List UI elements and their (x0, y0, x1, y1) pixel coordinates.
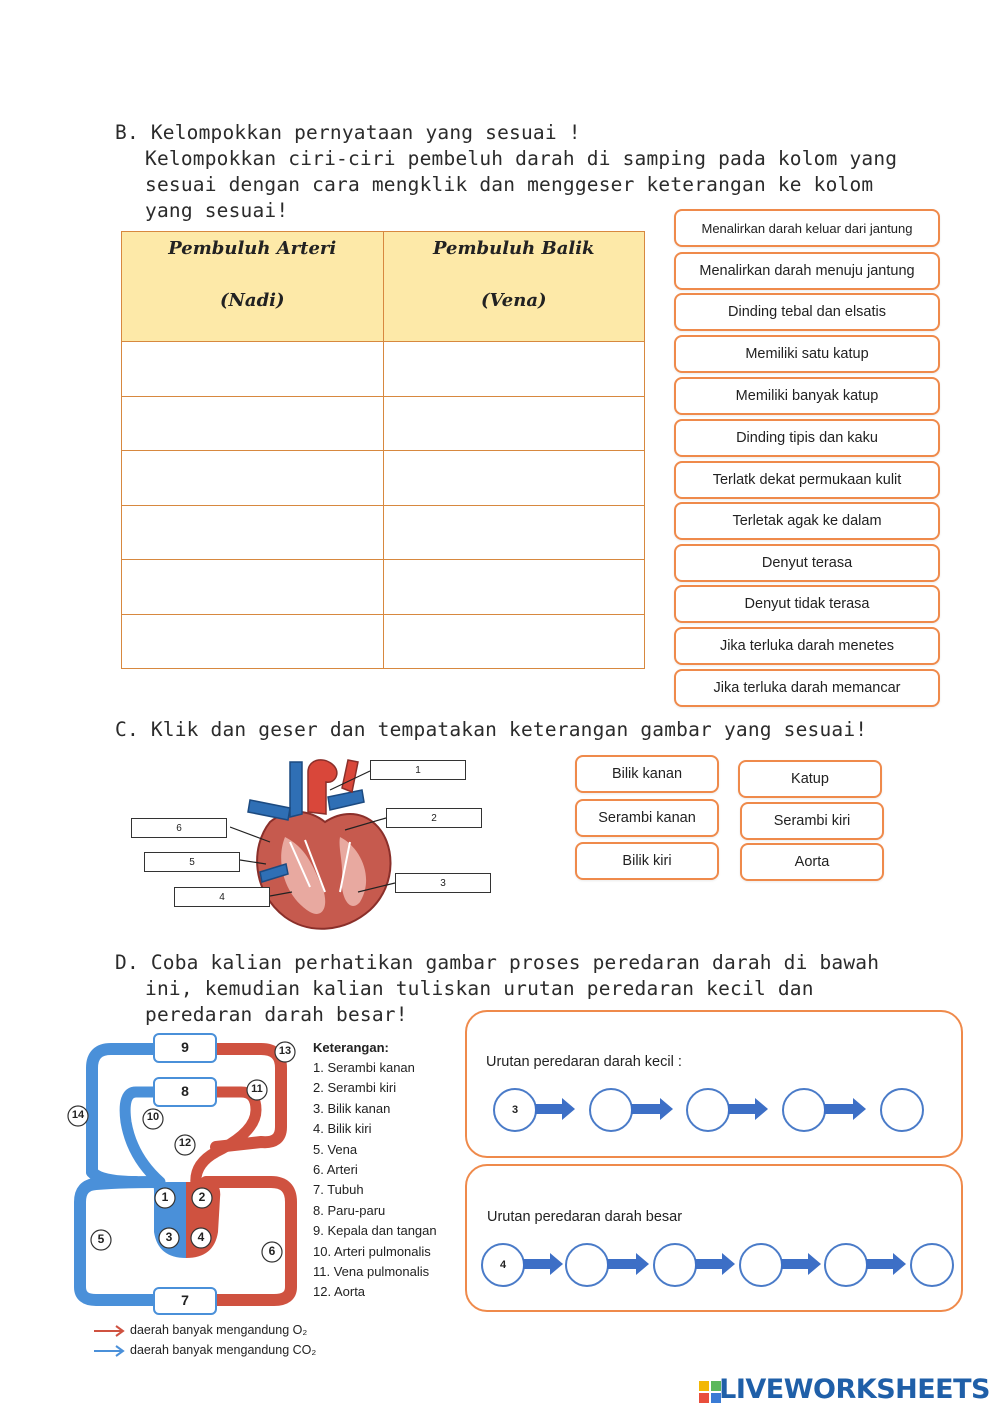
small-circulation-panel (465, 1010, 963, 1158)
drop-cell-vena[interactable] (383, 560, 645, 615)
drag-chip[interactable]: Terlatk dekat permukaan kulit (674, 461, 940, 499)
big-circulation-title: Urutan peredaran darah besar (487, 1209, 683, 1225)
diagram-num-11: 11 (251, 1083, 263, 1095)
vena-subtitle: (Vena) (480, 290, 547, 311)
drag-chip[interactable]: Terletak agak ke dalam (674, 502, 940, 540)
drag-chip[interactable]: Denyut terasa (674, 544, 940, 582)
legend-item: 3. Bilik kanan (313, 1101, 391, 1116)
drag-chip[interactable]: Jika terluka darah memancar (674, 669, 940, 707)
small-order-slot-1: 3 (493, 1088, 537, 1132)
column-header-vena (383, 232, 645, 342)
diagram-num-9: 9 (181, 1039, 189, 1055)
drag-chip[interactable]: Bilik kiri (575, 842, 719, 880)
section-c-heading: C. Klik dan geser dan tempatakan keterangan gambar yang sesuai! (115, 718, 868, 741)
arteri-subtitle: (Nadi) (219, 290, 285, 311)
big-order-slot[interactable] (565, 1243, 609, 1287)
drag-chip[interactable]: Jika terluka darah menetes (674, 627, 940, 665)
drag-chip[interactable]: Menalirkan darah menuju jantung (674, 252, 940, 290)
drop-cell-arteri[interactable] (122, 614, 384, 669)
big-circulation-panel (465, 1164, 963, 1312)
section-b-heading: B. Kelompokkan pernyataan yang sesuai ! (115, 121, 581, 144)
flow-arrow (631, 1104, 661, 1114)
drag-chip[interactable]: Dinding tebal dan elsatis (674, 293, 940, 331)
drag-chip[interactable]: Denyut tidak terasa (674, 585, 940, 623)
heart-label-box-4[interactable]: 4 (174, 887, 270, 907)
small-circulation-title: Urutan peredaran darah kecil : (486, 1054, 682, 1070)
legend-item: 12. Aorta (313, 1284, 366, 1299)
section-b-instruction-3: yang sesuai! (145, 199, 289, 222)
flow-arrow (523, 1259, 551, 1269)
diagram-num-10: 10 (146, 1111, 160, 1123)
legend-item: 11. Vena pulmonalis (313, 1264, 430, 1279)
drop-cell-vena[interactable] (383, 396, 645, 451)
heart-label-box-6[interactable]: 6 (131, 818, 227, 838)
drag-chip[interactable]: Serambi kanan (575, 799, 719, 837)
drag-chip[interactable]: Memiliki satu katup (674, 335, 940, 373)
small-order-slot[interactable] (782, 1088, 826, 1132)
big-order-slot[interactable] (653, 1243, 697, 1287)
section-d-instruction-3: peredaran darah besar! (145, 1003, 408, 1026)
key-o2-label: daerah banyak mengandung O₂ (130, 1323, 308, 1337)
drop-cell-arteri[interactable] (122, 342, 384, 397)
heart-label-box-2[interactable]: 2 (386, 808, 482, 828)
section-d-instruction-2: ini, kemudian kalian tuliskan urutan peredaran kecil dan (145, 977, 814, 1000)
diagram-num-7: 7 (181, 1292, 189, 1308)
flow-arrow (535, 1104, 563, 1114)
drop-cell-arteri[interactable] (122, 505, 384, 560)
vena-title: Pembuluh Balik (432, 238, 595, 259)
legend-item: 8. Paru-paru (313, 1203, 386, 1218)
heart-label-box-1[interactable]: 1 (370, 760, 466, 780)
big-order-slot[interactable] (824, 1243, 868, 1287)
drag-chip[interactable]: Serambi kiri (740, 802, 884, 840)
big-order-slot-1: 4 (481, 1243, 525, 1287)
heart-label-box-5[interactable]: 5 (144, 852, 240, 872)
drag-chip[interactable]: Bilik kanan (575, 755, 719, 793)
legend-item: 6. Arteri (313, 1162, 358, 1177)
circulation-diagram (66, 1032, 316, 1322)
brand-wordmark: LIVEWORKSHEETS (719, 1374, 990, 1405)
drop-cell-vena[interactable] (383, 614, 645, 669)
classification-table (121, 231, 645, 669)
drop-cell-arteri[interactable] (122, 396, 384, 451)
flow-arrow (781, 1259, 809, 1269)
drop-cell-arteri[interactable] (122, 451, 384, 506)
legend-item: 4. Bilik kiri (313, 1121, 372, 1136)
diagram-num-1: 1 (161, 1190, 169, 1204)
column-header-arteri (122, 232, 384, 342)
flow-arrow (728, 1104, 756, 1114)
liveworksheets-logo-icon (699, 1381, 721, 1403)
heart-label-box-3[interactable]: 3 (395, 873, 491, 893)
big-order-slot[interactable] (910, 1243, 954, 1287)
section-b-instruction-1: Kelompokkan ciri-ciri pembeluh darah di samping pada kolom yang (145, 147, 898, 170)
arrow-key-icons (92, 1323, 128, 1359)
section-b-instruction-2: sesuai dengan cara mengklik dan menggeser keterangan ke kolom (145, 173, 874, 196)
drag-chip[interactable]: Menalirkan darah keluar dari jantung (674, 209, 940, 247)
arteri-title: Pembuluh Arteri (168, 238, 337, 259)
diagram-num-5: 5 (97, 1232, 105, 1246)
diagram-num-8: 8 (181, 1083, 189, 1099)
legend-item: 7. Tubuh (313, 1182, 364, 1197)
small-order-slot[interactable] (589, 1088, 633, 1132)
drag-chip[interactable]: Aorta (740, 843, 884, 881)
small-order-slot[interactable] (686, 1088, 730, 1132)
drag-chip[interactable]: Katup (738, 760, 882, 798)
drag-chip[interactable]: Memiliki banyak katup (674, 377, 940, 415)
drag-chip[interactable]: Dinding tipis dan kaku (674, 419, 940, 457)
flow-arrow (607, 1259, 637, 1269)
diagram-num-14: 14 (71, 1109, 85, 1121)
small-order-slot[interactable] (880, 1088, 924, 1132)
legend-title: Keterangan: (313, 1040, 389, 1055)
legend-item: 5. Vena (313, 1142, 358, 1157)
drop-cell-vena[interactable] (383, 451, 645, 506)
flow-arrow (866, 1259, 894, 1269)
drop-cell-arteri[interactable] (122, 560, 384, 615)
diagram-num-4: 4 (197, 1230, 205, 1244)
key-co2-label: daerah banyak mengandung CO₂ (130, 1343, 317, 1357)
legend-item: 1. Serambi kanan (313, 1060, 415, 1075)
diagram-num-6: 6 (268, 1244, 276, 1258)
diagram-num-12: 12 (178, 1137, 192, 1149)
drop-cell-vena[interactable] (383, 505, 645, 560)
legend-item: 2. Serambi kiri (313, 1080, 397, 1095)
legend-item: 9. Kepala dan tangan (313, 1223, 437, 1238)
diagram-num-13: 13 (278, 1045, 292, 1057)
flow-arrow (695, 1259, 723, 1269)
flow-arrow (824, 1104, 854, 1114)
drop-cell-vena[interactable] (383, 342, 645, 397)
legend-item: 10. Arteri pulmonalis (313, 1244, 431, 1259)
diagram-num-3: 3 (165, 1230, 173, 1244)
section-d-heading: D. Coba kalian perhatikan gambar proses peredaran darah di bawah (115, 951, 880, 974)
diagram-num-2: 2 (198, 1190, 206, 1204)
big-order-slot[interactable] (739, 1243, 783, 1287)
